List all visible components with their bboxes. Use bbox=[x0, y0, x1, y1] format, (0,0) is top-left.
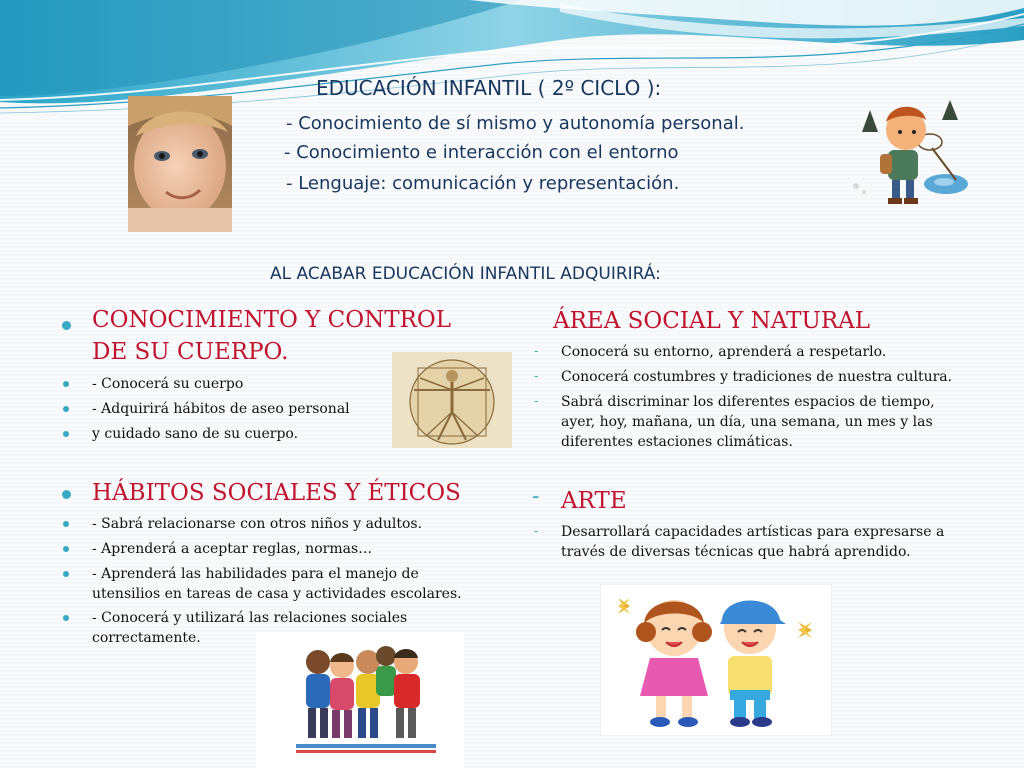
heading-art: ARTE bbox=[561, 488, 627, 514]
heading-body-knowledge-line1: CONOCIMIENTO Y CONTROL bbox=[92, 307, 452, 333]
list-item-continuation: diferentes estaciones climáticas. bbox=[561, 434, 793, 450]
list-item: Conocerá su entorno, aprenderá a respetarlo. bbox=[561, 344, 887, 360]
list-item: Sabrá discriminar los diferentes espacios de tiempo, bbox=[561, 394, 935, 410]
list-item: - Adquirirá hábitos de aseo personal bbox=[92, 401, 350, 417]
dash-bullet-icon: - bbox=[534, 524, 539, 539]
section-subtitle: AL ACABAR EDUCACIÓN INFANTIL ADQUIRIRÁ: bbox=[270, 264, 661, 284]
area-item-2: - Conocimiento e interacción con el entorno bbox=[284, 142, 679, 163]
list-item-continuation: través de diversas técnicas que habrá aprendido. bbox=[561, 544, 911, 560]
page-title: EDUCACIÓN INFANTIL ( 2º CICLO ): bbox=[316, 76, 662, 100]
dash-bullet-icon: - bbox=[532, 484, 540, 509]
dash-bullet-icon: - bbox=[534, 369, 539, 384]
bullet-icon bbox=[62, 321, 71, 330]
bullet-icon bbox=[63, 406, 69, 412]
bullet-icon bbox=[63, 381, 69, 387]
list-item: Conocerá costumbres y tradiciones de nuestra cultura. bbox=[561, 369, 953, 385]
bullet-icon bbox=[63, 615, 69, 621]
list-item: - Conocerá y utilizará las relaciones sociales bbox=[92, 610, 408, 626]
area-item-3: - Lenguaje: comunicación y representación. bbox=[286, 173, 680, 194]
list-item-continuation: utensilios en tareas de casa y actividades escolares. bbox=[92, 586, 462, 602]
list-item: - Aprenderá las habilidades para el manejo de bbox=[92, 566, 419, 582]
list-item: - Conocerá su cuerpo bbox=[92, 376, 244, 392]
list-item-continuation: ayer, hoy, mañana, un día, una semana, un mes y las bbox=[561, 414, 933, 430]
bullet-icon bbox=[63, 546, 69, 552]
bullet-icon bbox=[63, 571, 69, 577]
bullet-icon bbox=[62, 490, 71, 499]
heading-social-natural: ÁREA SOCIAL Y NATURAL bbox=[553, 308, 871, 334]
dash-bullet-icon: - bbox=[534, 344, 539, 359]
area-item-1: - Conocimiento de sí mismo y autonomía personal. bbox=[286, 113, 745, 134]
bullet-icon bbox=[63, 521, 69, 527]
heading-body-knowledge-line2: DE SU CUERPO. bbox=[92, 339, 289, 365]
vitruvian-man-image bbox=[392, 352, 512, 448]
list-item: y cuidado sano de su cuerpo. bbox=[92, 426, 299, 442]
two-kids-illustration bbox=[600, 584, 832, 736]
children-group-photo bbox=[256, 632, 464, 768]
bullet-icon bbox=[63, 431, 69, 437]
list-item: - Sabrá relacionarse con otros niños y adultos. bbox=[92, 516, 423, 532]
heading-social-habits: HÁBITOS SOCIALES Y ÉTICOS bbox=[92, 480, 461, 506]
boy-explorer-illustration bbox=[846, 96, 970, 208]
child-face-photo bbox=[128, 96, 232, 232]
list-item: - Aprenderá a aceptar reglas, normas… bbox=[92, 541, 373, 557]
list-item: Desarrollará capacidades artísticas para expresarse a bbox=[561, 524, 945, 540]
dash-bullet-icon: - bbox=[534, 394, 539, 409]
list-item-continuation: correctamente. bbox=[92, 630, 201, 646]
